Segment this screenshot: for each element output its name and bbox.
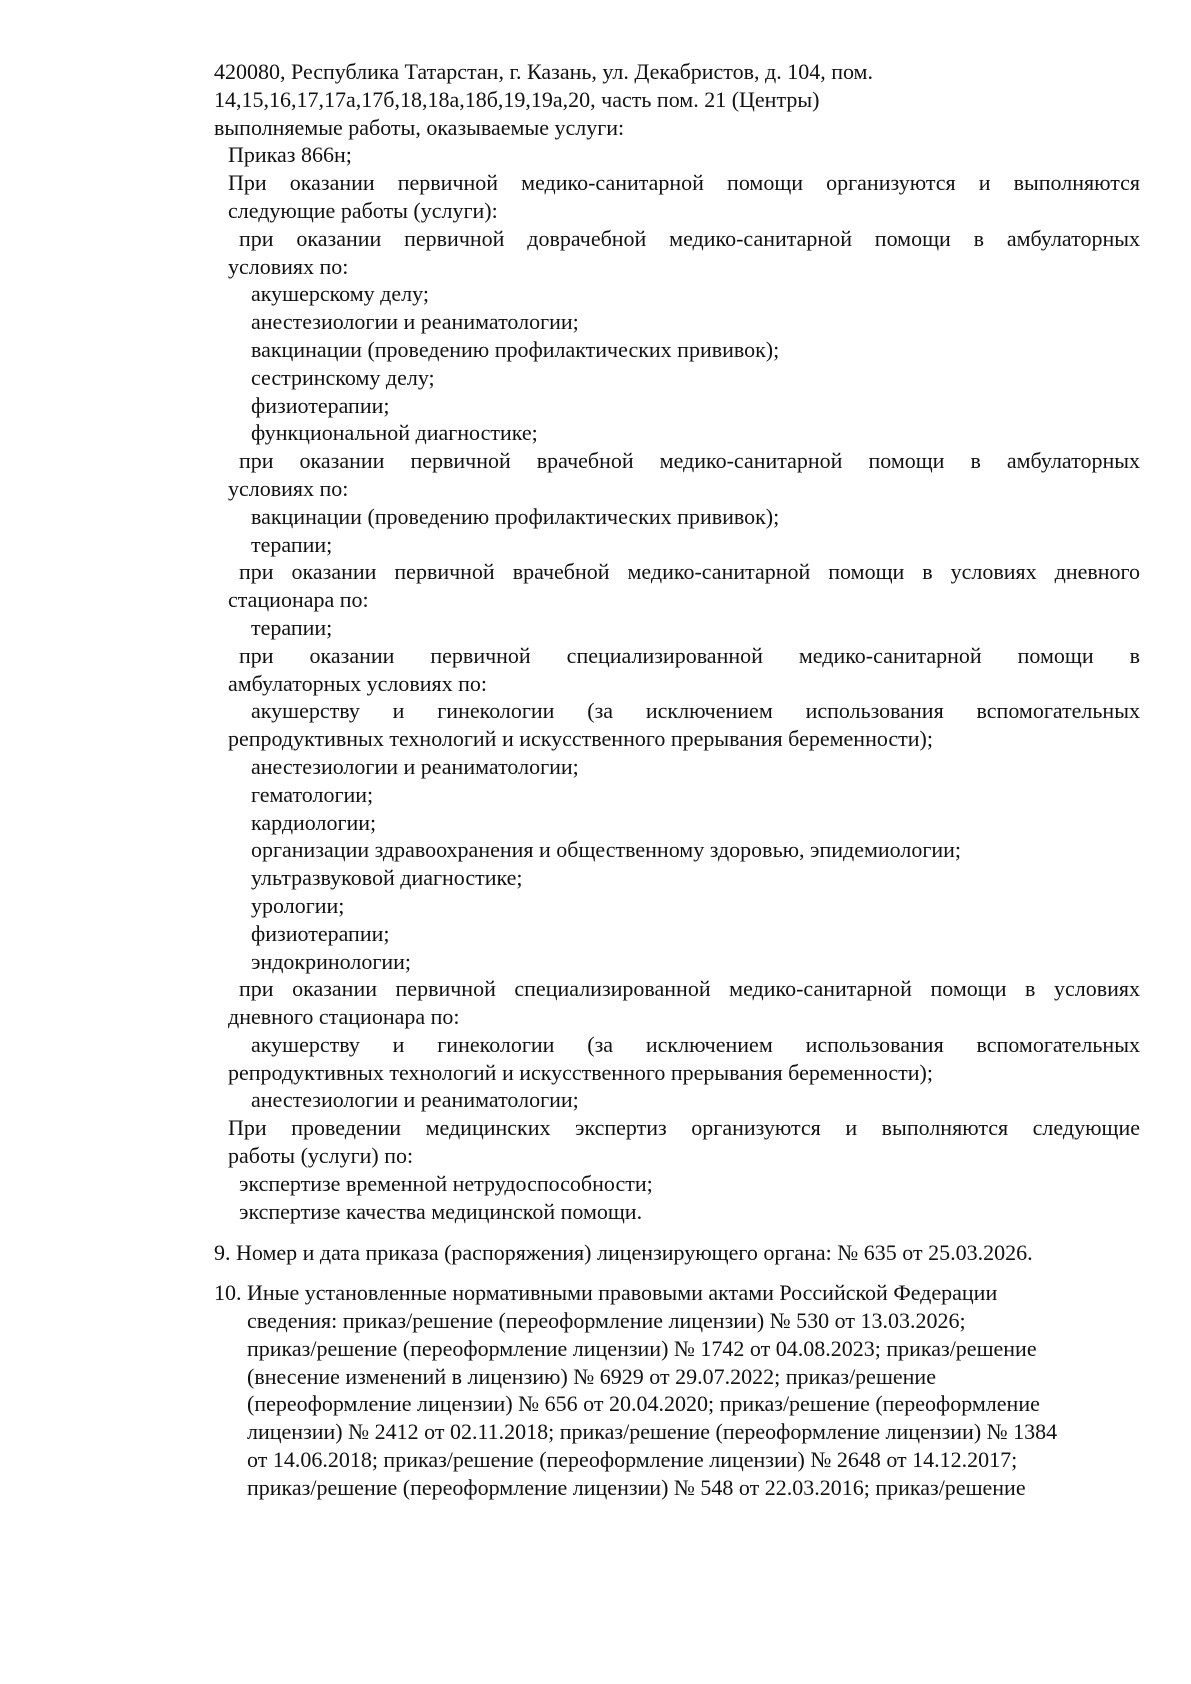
section-heading: при оказании первичной специализированной медико-санитарной помощи в xyxy=(239,642,1140,668)
address-line-2: 14,15,16,17,17а,17б,18,18а,18б,19,19а,20, часть пом. 21 (Центры) xyxy=(214,86,820,112)
item-10-heading: 10. Иные установленные нормативными правовыми актами Российской Федерации xyxy=(214,1280,998,1306)
paragraph-line: При оказании первичной медико-санитарной помощи организуются и выполняются xyxy=(228,170,1140,196)
section-heading-cont: дневного стационара по: xyxy=(228,1004,460,1030)
list-item: функциональной диагностике; xyxy=(251,420,538,446)
paragraph-line: При проведении медицинских экспертиз организуются и выполняются следующие xyxy=(228,1115,1140,1141)
list-item: терапии; xyxy=(251,531,333,557)
list-item: кардиологии; xyxy=(251,809,377,835)
list-item: вакцинации (проведению профилактических прививок); xyxy=(251,336,780,362)
section-heading: при оказании первичной врачебной медико-санитарной помощи в амбулаторных xyxy=(239,448,1140,474)
list-item: физиотерапии; xyxy=(251,920,390,946)
services-heading: выполняемые работы, оказываемые услуги: xyxy=(214,114,625,140)
item-10-line: сведения: приказ/решение (переоформление лицензии) № 530 от 13.03.2026; xyxy=(247,1308,966,1334)
section-heading: при оказании первичной доврачебной медико-санитарной помощи в амбулаторных xyxy=(239,225,1140,251)
section-heading-cont: условиях по: xyxy=(228,253,349,279)
section-heading-cont: условиях по: xyxy=(228,475,349,501)
section-heading: при оказании первичной специализированной медико-санитарной помощи в условиях xyxy=(239,976,1140,1002)
item-10-line: (переоформление лицензии) № 656 от 20.04.2020; приказ/решение (переоформление xyxy=(247,1391,1040,1417)
paragraph-line: следующие работы (услуги): xyxy=(228,197,498,223)
item-10-line: (внесение изменений в лицензию) № 6929 от 29.07.2022; приказ/решение xyxy=(247,1363,936,1389)
section-heading: при оказании первичной врачебной медико-санитарной помощи в условиях дневного xyxy=(239,559,1140,585)
item-9: 9. Номер и дата приказа (распоряжения) лицензирующего органа: № 635 от 25.03.2026. xyxy=(214,1240,1033,1266)
list-item: акушерству и гинекологии (за исключением использования вспомогательных xyxy=(251,1031,1140,1057)
section-heading-cont: стационара по: xyxy=(228,587,369,613)
paragraph-line: работы (услуги) по: xyxy=(228,1143,414,1169)
list-item: физиотерапии; xyxy=(251,392,390,418)
item-10-line: от 14.06.2018; приказ/решение (переоформление лицензии) № 2648 от 14.12.2017; xyxy=(247,1447,1018,1473)
list-item: ультразвуковой диагностике; xyxy=(251,865,523,891)
list-item: урологии; xyxy=(251,892,345,918)
list-item: акушерскому делу; xyxy=(251,281,429,307)
list-item: анестезиологии и реаниматологии; xyxy=(251,309,579,335)
list-item: организации здравоохранения и общественному здоровью, эпидемиологии; xyxy=(251,837,962,863)
list-item-cont: репродуктивных технологий и искусственного прерывания беременности); xyxy=(228,726,933,752)
list-item: сестринскому делу; xyxy=(251,364,435,390)
list-item: терапии; xyxy=(251,614,333,640)
item-10-line: лицензии) № 2412 от 02.11.2018; приказ/решение (переоформление лицензии) № 1384 xyxy=(247,1419,1058,1445)
document-page xyxy=(214,58,1140,1502)
address-line-1: 420080, Республика Татарстан, г. Казань, ул. Декабристов, д. 104, пом. xyxy=(214,59,873,84)
list-item: акушерству и гинекологии (за исключением использования вспомогательных xyxy=(251,698,1140,724)
list-item: эндокринологии; xyxy=(251,948,412,974)
item-10-line: приказ/решение (переоформление лицензии) № 548 от 22.03.2016; приказ/решение xyxy=(247,1474,1026,1500)
list-item: вакцинации (проведению профилактических прививок); xyxy=(251,503,780,529)
item-10-line: приказ/решение (переоформление лицензии) № 1742 от 04.08.2023; приказ/решение xyxy=(247,1335,1037,1361)
list-item-cont: репродуктивных технологий и искусственного прерывания беременности); xyxy=(228,1059,933,1085)
list-item: анестезиологии и реаниматологии; xyxy=(251,753,579,779)
order-reference: Приказ 866н; xyxy=(228,142,352,168)
list-item: анестезиологии и реаниматологии; xyxy=(251,1087,579,1113)
list-item: экспертизе качества медицинской помощи. xyxy=(239,1198,643,1224)
list-item: экспертизе временной нетрудоспособности; xyxy=(239,1170,653,1196)
section-heading-cont: амбулаторных условиях по: xyxy=(228,670,488,696)
list-item: гематологии; xyxy=(251,781,374,807)
